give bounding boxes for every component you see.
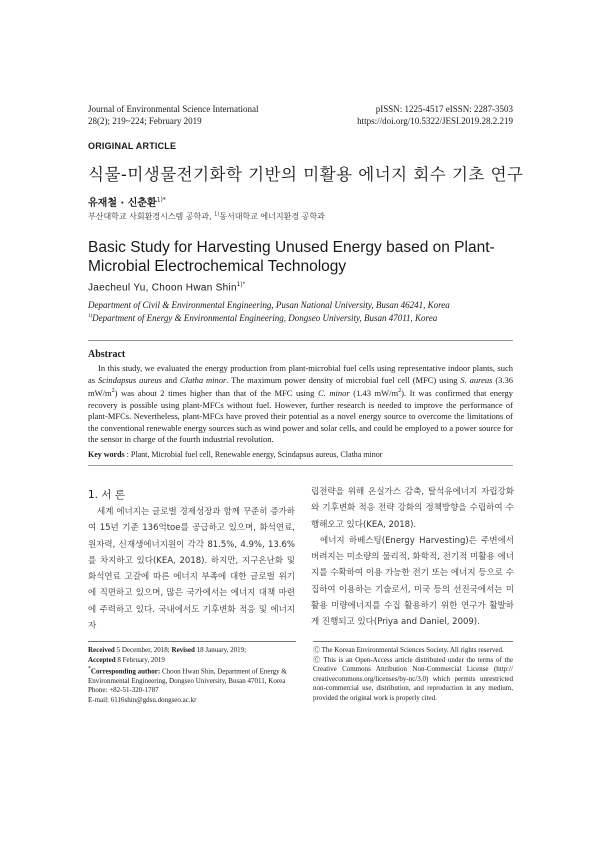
abstract-part: (3.36 mW/m [88, 374, 514, 399]
korean-affiliation [88, 211, 325, 222]
issn-numbers: pISSN: 1225-4517 eISSN: 2287-3503 [375, 104, 513, 114]
abstract-part: In this study, we evaluated the energy production from plant-microbial fuel cells using representative indoor plants, such as [88, 363, 513, 385]
intro-paragraph-1: 세계 에너지는 글로벌 경제성장과 함께 꾸준히 증가하여 15년 기준 136억toe를 공급하고 있으며, 화석연료, 원자력, 신재생에너지원이 각각 81.5%, 4.9%, 13.6%를 차지하고 있다(KEA, 2018). 하지만, 지구온난화 및 화석연료 고갈에 따른 에너지 부족에 대한 글로벌 위기에 직면하고 있으며, 많은 국가에서는 에너지 대책 마련에 주력하고 있다. 국내에서도 기후변화 적응 및 에너지 자 [88, 507, 295, 632]
footnote-article-info [88, 646, 296, 705]
keywords-text: : Plant, Microbial fuel cell, Renewable energy, Scindapsus aureus, Clatha minor [126, 450, 383, 459]
korean-author-superscript: 1)* [156, 196, 166, 204]
english-affiliation-superscript: 1) [88, 314, 93, 319]
english-title: Basic Study for Harvesting Unused Energy based on Plant-Microbial Electrochemical Technology [88, 239, 495, 275]
corresponding-text: Choon Hwan Shin, Department of Energy & Environmental Engineering, Dongseo University, Busan 47011, Korea [88, 667, 287, 685]
accepted-line [88, 656, 296, 666]
abstract-part: and [164, 374, 178, 385]
keywords-bottom-rule [88, 465, 513, 466]
intro-paragraph-2: 에너지 하베스팅(Energy Harvesting)은 주변에서 버려지는 미소량의 물리적, 화학적, 전기적 미활용 에너지를 수확하여 이용 가능한 전기 또는 에너지 등으로 수집하여 이용하는 기술로서, 미국 등의 선진국에서는 미활용 미량에너지를 수집 활용하기 위한 연구가 활발하게 진행되고 있다(Priya and Daniel, 2009). [311, 535, 514, 628]
article-type: ORIGINAL ARTICLE [88, 141, 177, 151]
korean-author-names: 유재철 · 신춘환 [88, 198, 157, 209]
english-author-names: Jaecheul Yu, Choon Hwan Shin [88, 282, 237, 294]
accepted-date: 8 February, 2019 [117, 655, 165, 664]
dates-line [88, 646, 296, 656]
corresponding-mark: * [88, 666, 91, 672]
copyright-line: Ⓒ The Korean Environmental Sciences Society. All rights reserved. [313, 646, 504, 654]
intro-paragraph-continued: 립전략을 위해 온실가스 감축, 탈석유에너지 자립강화와 기후변화 적응 전략 강화의 정책방향을 수립하여 수행해오고 있다(KEA, 2018). [311, 487, 514, 530]
korean-affiliation-superscript: 1) [214, 211, 220, 218]
journal-issue: 28(2); 219~224; February 2019 [88, 116, 202, 126]
abstract-part: ) was about 2 times higher than that of the MFC using [114, 388, 315, 399]
footnote-rule-left [88, 641, 296, 642]
doi-link[interactable]: https://doi.org/10.5322/JESI.2019.28.2.219 [357, 116, 513, 126]
journal-name: Journal of Environmental Science International [88, 104, 259, 114]
accepted-label: Accepted [88, 655, 116, 664]
footnote-license [313, 646, 513, 703]
english-authors [88, 282, 245, 293]
english-affiliation-2 [88, 313, 437, 323]
korean-affiliation-first: 부산대학교 사회환경시스템 공학과, [88, 212, 212, 221]
korean-authors [88, 194, 166, 209]
english-author-superscript: 1)* [236, 282, 246, 288]
footnote-rule-right [313, 641, 513, 642]
email[interactable]: E-mail: 6116shin@gdsu.dongseo.ac.kr [88, 695, 197, 704]
revised-label: Revised [171, 646, 195, 654]
abstract-text [88, 363, 513, 446]
journal-info [88, 103, 258, 127]
keywords [88, 450, 513, 459]
corresponding-author [88, 665, 296, 686]
species-name: Clatha minor [179, 374, 227, 385]
abstract-part: (1.43 mW/m [353, 388, 399, 399]
english-affiliation-1: Department of Civil & Environmental Engineering, Pusan National University, Busan 46241, Korea [88, 300, 450, 310]
abstract-heading: Abstract [88, 349, 126, 360]
species-name: S. aureus [460, 374, 493, 385]
received-date: 5 December, 2018; [116, 646, 170, 654]
section-heading-introduction: 1. 서 론 [88, 489, 125, 501]
superscript: 2 [398, 388, 402, 395]
korean-title: 식물-미생물전기화학 기반의 미활용 에너지 회수 기초 연구 [88, 165, 524, 184]
superscript: 2 [111, 388, 115, 395]
license-text: Ⓒ This is an Open-Access article distributed under the terms of the Creative Commons Attribution Non-Commercial License (http:// creativecommons.org/licenses/by-nc/3.0) which permits unrestricted non-commercial use, distribution, and reproduction in any medium, provided the original work is properly cited. [313, 655, 513, 702]
revised-date: 18 January, 2019; [196, 646, 247, 654]
abstract-top-rule [88, 340, 513, 341]
english-affiliation-2-text: Department of Energy & Environmental Engineering, Dongseo University, Busan 47011, Korea [92, 313, 438, 323]
korean-affiliation-second: 동서대학교 에너지환경 공학과 [219, 212, 325, 221]
intro-column-left [88, 504, 295, 634]
issn-info [357, 103, 513, 127]
received-label: Received [88, 646, 115, 654]
corresponding-label: Corresponding author: [90, 667, 161, 676]
intro-column-right [311, 484, 514, 631]
species-name: Scindapsus aureus [97, 374, 162, 385]
keywords-label: Key words [88, 450, 125, 459]
abstract-part: ). It was confirmed that energy recovery is possible using plant-MFCs without fuel. However, further research is needed to improve the performance of plant-MFCs. Nevertheless, plant-MFCs have proved their potential as a novel energy source to overcome the limitations of the conventional renewable energy sources such as wind power and solar cells, and could be employed to a power source for the sensor in charge of the fourth industrial revolution. [88, 388, 514, 445]
abstract-part: . The maximum power density of microbial fuel cell (MFC) using [226, 374, 458, 385]
species-name: C. minor [318, 388, 350, 399]
phone: Phone: +82-51-320-1787 [88, 686, 159, 695]
